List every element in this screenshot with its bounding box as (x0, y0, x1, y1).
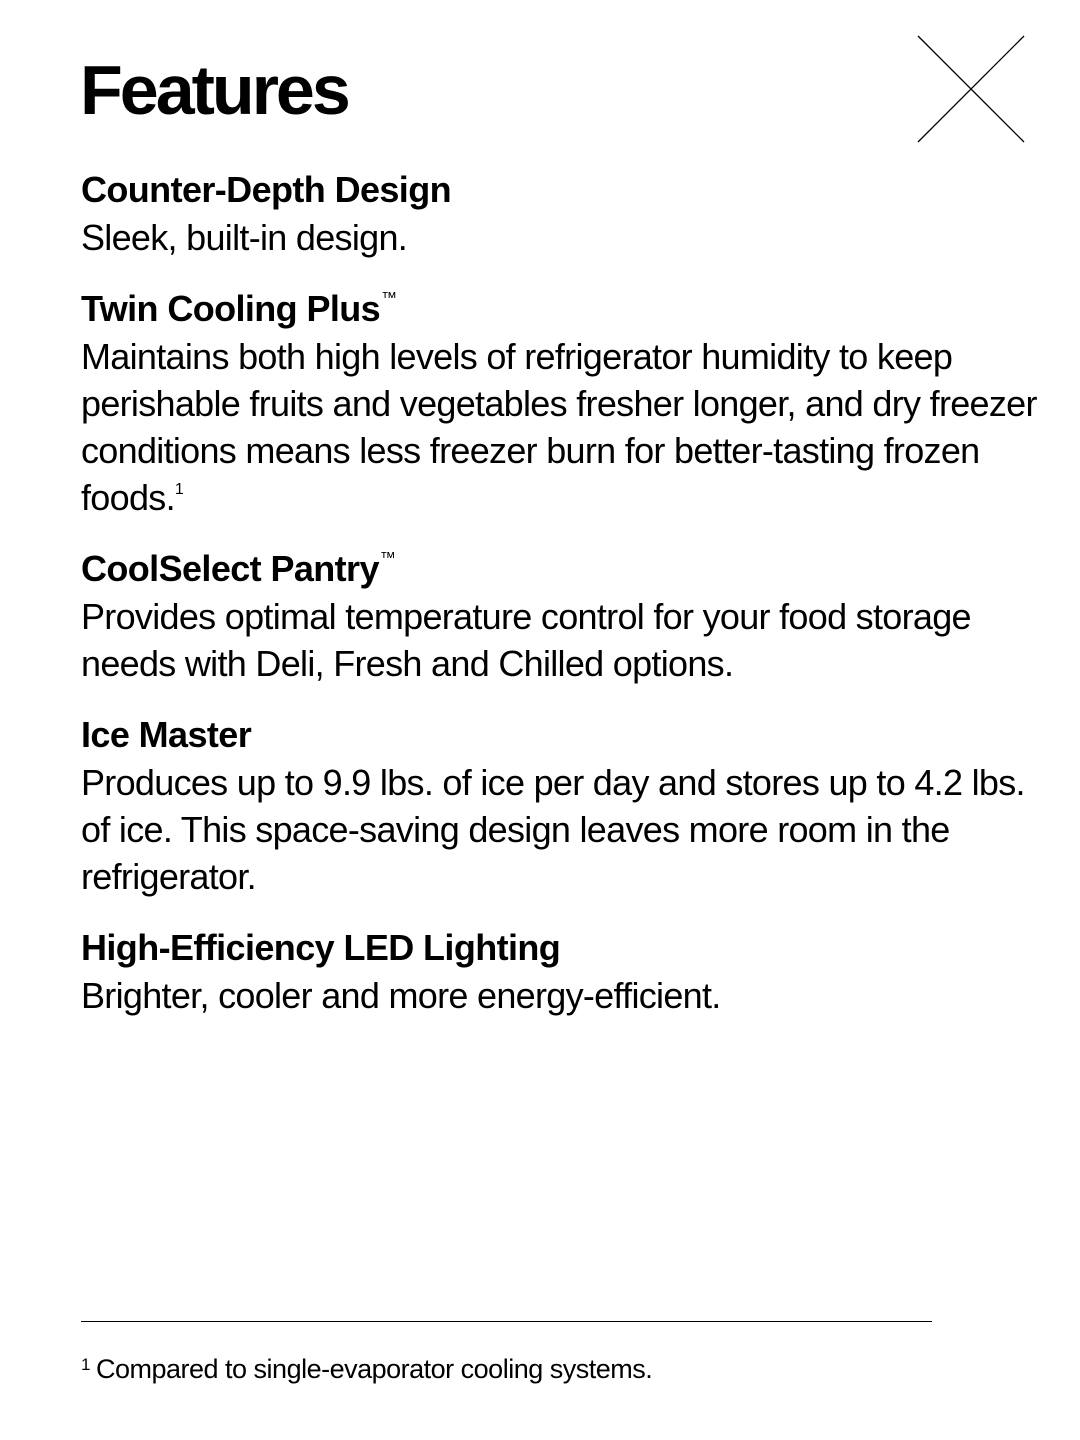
footnote-text: Compared to single-evaporator cooling systems. (95, 1354, 653, 1384)
feature-title: Counter-Depth Design (81, 169, 451, 210)
close-icon (916, 34, 1026, 144)
footnote-reference: 1 (174, 481, 184, 498)
page-title: Features (80, 51, 348, 129)
footnote-marker: 1 (81, 1355, 90, 1374)
feature-title: CoolSelect Pantry™ (81, 548, 396, 589)
feature-description: Provides optimal temperature control for your food storage needs with Deli, Fresh and Chilled options. (81, 596, 971, 684)
feature-title: Twin Cooling Plus™ (81, 288, 397, 329)
feature-description: Produces up to 9.9 lbs. of ice per day and stores up to 4.2 lbs. of ice. This space-saving design leaves more room in the refrigerator. (81, 762, 1025, 897)
feature-title: High-Efficiency LED Lighting (81, 927, 561, 968)
feature-title: Ice Master (81, 714, 252, 755)
trademark-mark: ™ (381, 290, 397, 307)
feature-item-coolselect-pantry (81, 545, 1041, 687)
feature-description: Brighter, cooler and more energy-efficient. (81, 975, 721, 1016)
feature-item-counter-depth-design (81, 166, 1041, 261)
feature-item-ice-master (81, 711, 1041, 900)
feature-item-twin-cooling-plus (81, 285, 1041, 521)
features-list (81, 166, 1041, 1043)
footnote (81, 1347, 652, 1387)
feature-description: Maintains both high levels of refrigerator humidity to keep perishable fruits and vegetables fresher longer, and dry freezer conditions means less freezer burn for better-tasting frozen foods.$^1$ (81, 336, 1037, 518)
close-button[interactable] (916, 34, 1026, 144)
feature-item-led-lighting (81, 924, 1041, 1019)
trademark-mark: ™ (379, 550, 396, 567)
feature-description: Sleek, built-in design. (81, 217, 408, 258)
footnote-divider (81, 1321, 932, 1322)
